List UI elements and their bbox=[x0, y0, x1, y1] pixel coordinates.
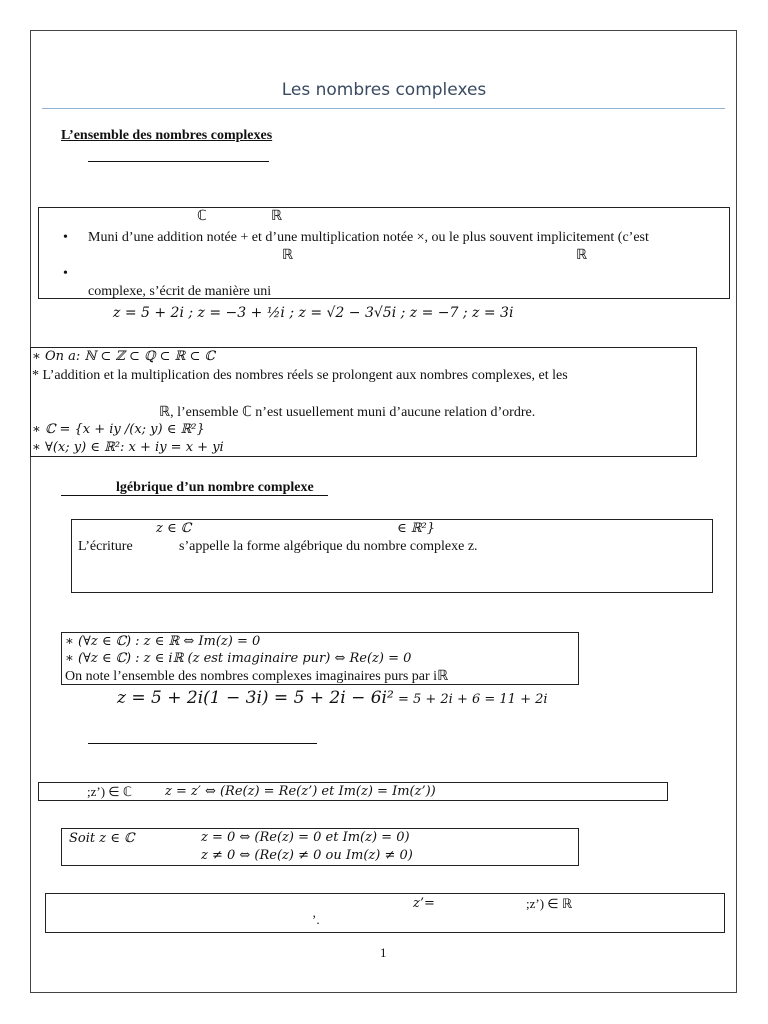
soit-z: Soit z ∈ ℂ bbox=[69, 831, 135, 846]
box1-last-line: complexe, s’écrit de manière uni bbox=[88, 284, 272, 299]
prop-real: ∗ (∀z ∈ ℂ) : z ∈ ℝ ⇔ Im(z) = 0 bbox=[65, 634, 261, 649]
zero-condition-2: z ≠ 0 ⇔ (Re(z) ≠ 0 ou Im(z) ≠ 0) bbox=[201, 848, 413, 863]
algebraic-form-box bbox=[71, 519, 713, 593]
symbol-R-3: ℝ bbox=[576, 248, 588, 263]
z-prime: z’= bbox=[413, 896, 435, 911]
equality-right: z = z′ ⇔ (Re(z) = Re(z’) et Im(z) = Im(z’)) bbox=[165, 784, 436, 799]
remarks-box bbox=[30, 347, 697, 457]
real-imaginary-box bbox=[61, 632, 579, 685]
zero-condition-1: z = 0 ⇔ (Re(z) = 0 et Im(z) = 0) bbox=[201, 830, 410, 845]
symbol-R: ℝ bbox=[271, 209, 283, 224]
section-rule-1 bbox=[88, 161, 269, 162]
z-in-C: z ∈ ℂ bbox=[156, 521, 192, 536]
section-rule-3 bbox=[88, 743, 317, 744]
bullet-icon: • bbox=[63, 230, 68, 245]
prop-note: On note l’ensemble des nombres complexes imaginaires purs par iℝ bbox=[65, 669, 449, 684]
section-heading-1: L’ensemble des nombres complexes bbox=[61, 128, 273, 143]
ecriture-label: L’écriture bbox=[78, 539, 133, 554]
page-number: 1 bbox=[380, 945, 387, 960]
definition-box-1 bbox=[38, 207, 730, 299]
remark-line-1: ∗ On a: ℕ ⊂ ℤ ⊂ ℚ ⊂ ℝ ⊂ ℂ bbox=[32, 349, 215, 364]
conjugate-box bbox=[45, 893, 725, 933]
bullet-icon-2: • bbox=[63, 266, 68, 281]
example-2-part-b: = 5 + 2i + 6 = 11 + 2i bbox=[393, 692, 548, 707]
remark-line-3: ℝ, l’ensemble ℂ n’est usuellement muni d’aucune relation d’ordre. bbox=[159, 405, 536, 420]
remark-line-5: ∗ ∀(x; y) ∈ ℝ²: x + iy = x + yi bbox=[32, 440, 224, 455]
conjugate-mark: ’. bbox=[312, 912, 320, 927]
remark-line-2: * L’addition et la multiplication des nombres réels se prolongent aux nombres complexes, et les bbox=[32, 368, 568, 383]
conjugate-right: ;z’) ∈ ℝ bbox=[526, 896, 573, 911]
equality-left: ;z’) ∈ ℂ bbox=[87, 784, 132, 799]
prop-imaginary: ∗ (∀z ∈ ℂ) : z ∈ iℝ (z est imaginaire pur) ⇔ Re(z) = 0 bbox=[65, 651, 412, 666]
equality-box bbox=[38, 782, 668, 801]
section-heading-2: lgébrique d’un nombre complexe bbox=[116, 480, 314, 495]
zero-condition-box bbox=[61, 828, 579, 866]
example-2-part-a: z = 5 + 2i(1 − 3i) = 5 + 2i − 6i² bbox=[117, 688, 394, 708]
bullet-text-1: Muni d’une addition notée + et d’une multiplication notée ×, ou le plus souvent implicitement (c’est bbox=[88, 230, 649, 245]
symbol-R-2: ℝ bbox=[282, 248, 294, 263]
examples-line: z = 5 + 2i ; z = −3 + ½i ; z = √2 − 3√5i ; z = −7 ; z = 3i bbox=[113, 305, 514, 321]
title-underline bbox=[42, 108, 725, 109]
algebraic-form-text: s’appelle la forme algébrique du nombre complexe z. bbox=[179, 539, 478, 554]
document-title: Les nombres complexes bbox=[281, 80, 487, 100]
in-R2: ∈ ℝ²} bbox=[397, 521, 436, 536]
symbol-C: ℂ bbox=[197, 209, 207, 224]
remark-line-4: ∗ ℂ = {x + iy /(x; y) ∈ ℝ²} bbox=[32, 422, 205, 437]
section-rule-2 bbox=[61, 495, 328, 496]
example-2 bbox=[117, 688, 548, 708]
